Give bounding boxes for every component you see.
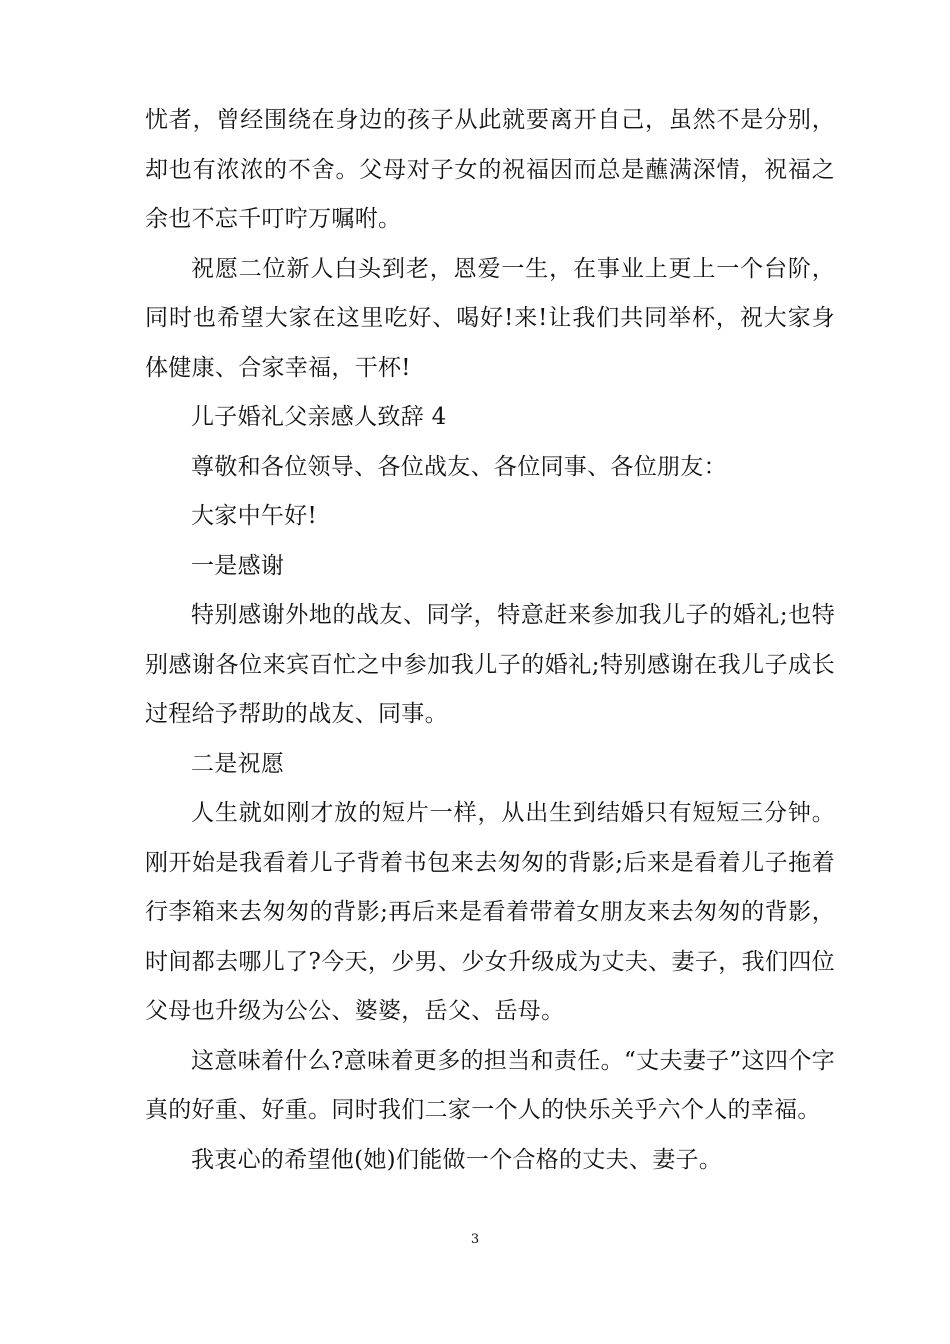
page-number: 3: [470, 1232, 480, 1247]
paragraph-hope: 我衷心的希望他(她)们能做一个合格的丈夫、妻子。: [191, 1146, 723, 1173]
subheading-wishes: 二是祝愿: [191, 750, 285, 777]
paragraph-thanks: 特别感谢外地的战友、同学，特意赶来参加我儿子的婚礼;也特别感谢各位来宾百忙之中参加我儿子的婚礼;特别感谢在我儿子成长过程给予帮助的战友、同事。: [145, 602, 835, 727]
paragraph-life: 人生就如刚才放的短片一样，从出生到结婚只有短短三分钟。刚开始是我看着儿子背着书包来去匆匆的背影;后来是看着儿子拖着行李箱来去匆匆的背影;再后来是看着带着女朋友来去匆匆的背影，时间都去哪儿了?今天，少男、少女升级成为丈夫、妻子，我们四位父母也升级为公公、婆婆，岳父、岳母。: [145, 800, 835, 1024]
paragraph-responsibility: 这意味着什么?意味着更多的担当和责任。“丈夫妻子”这四个字真的好重、好重。同时我们二家一个人的快乐关乎六个人的幸福。: [145, 1047, 835, 1123]
paragraph-continued: 忧者，曾经围绕在身边的孩子从此就要离开自己，虽然不是分别，却也有浓浓的不舍。父母对子女的祝福因而总是蘸满深情，祝福之余也不忘千叮咛万嘱咐。: [145, 107, 835, 232]
subheading-thanks: 一是感谢: [191, 552, 285, 579]
paragraph-salutation: 尊敬和各位领导、各位战友、各位同事、各位朋友：: [191, 453, 727, 480]
paragraph-greeting: 大家中午好!: [191, 503, 318, 529]
document-body: [145, 96, 835, 1185]
section-heading: 儿子婚礼父亲感人致辞 4: [191, 404, 447, 430]
paragraph-blessing: 祝愿二位新人白头到老，恩爱一生，在事业上更上一个台阶，同时也希望大家在这里吃好、喝好!来!让我们共同举杯，祝大家身体健康、合家幸福，干杯!: [145, 255, 835, 381]
